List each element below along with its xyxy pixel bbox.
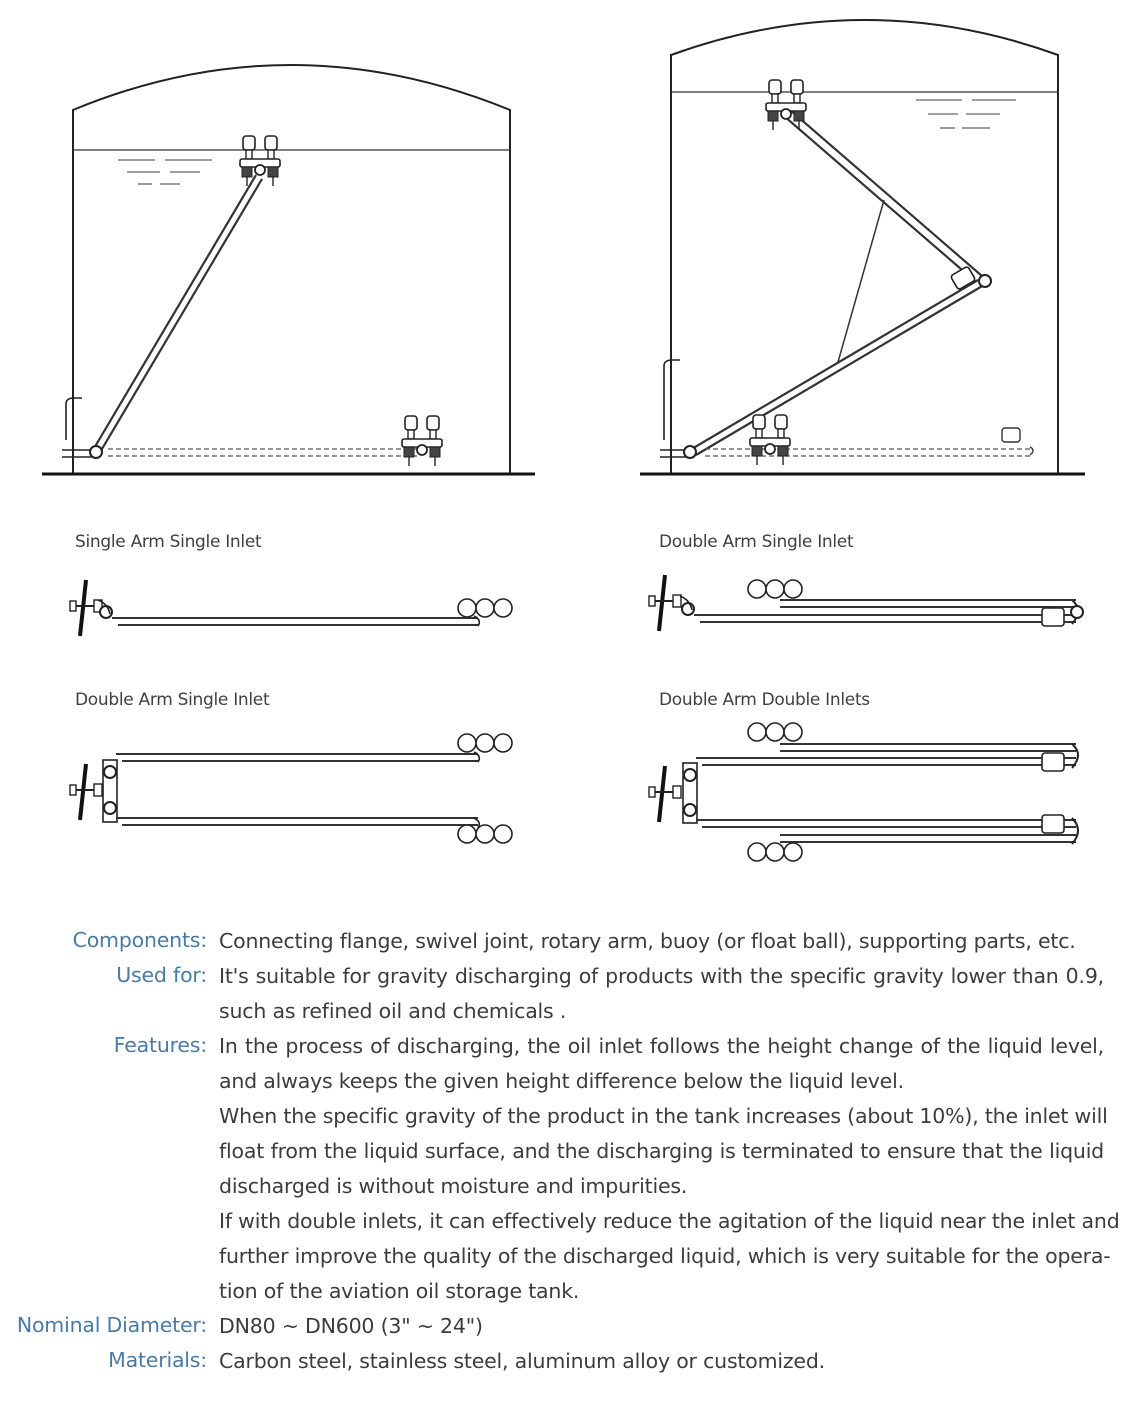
plan-single-arm-single-inlet <box>70 580 512 636</box>
spec-text-line: further improve the quality of the discharged liquid, which is very suitable for the opera- <box>219 1244 1111 1268</box>
spec-text-line: In the process of discharging, the oil inlet follows the height change of the liquid level, <box>219 1034 1104 1058</box>
caption-double-arm-single-inlet-left: Double Arm Single Inlet <box>75 690 270 710</box>
liquid-level-symbol <box>118 160 212 184</box>
plan-double-arm-single-inlet-a <box>649 575 1083 631</box>
spec-text-line: discharged is without moisture and impurities. <box>219 1174 688 1198</box>
spec-text-line: It's suitable for gravity discharging of products with the specific gravity lower than 0.9, <box>219 964 1104 988</box>
tank-single-arm <box>42 65 535 474</box>
spec-text-line: float from the liquid surface, and the discharging is terminated to ensure that the liquid <box>219 1139 1104 1163</box>
spec-text-line: DN80 ~ DN600 (3" ~ 24") <box>219 1314 483 1338</box>
spec-value-used-for <box>219 959 1104 1029</box>
spec-text-line: and always keeps the given height difference below the liquid level. <box>219 1069 904 1093</box>
plan-double-arm-single-inlet-b <box>70 734 512 843</box>
spec-value-components <box>219 924 1104 959</box>
plan-double-arm-double-inlets <box>649 723 1078 861</box>
spec-text-line: tion of the aviation oil storage tank. <box>219 1279 580 1303</box>
caption-single-arm-single-inlet: Single Arm Single Inlet <box>75 532 262 552</box>
spec-label-features: Features: <box>113 1033 207 1057</box>
caption-double-arm-single-inlet-right: Double Arm Single Inlet <box>659 532 854 552</box>
spec-value-nominal-diameter <box>219 1309 1104 1344</box>
spec-label-materials: Materials: <box>108 1348 207 1372</box>
spec-label-used-for: Used for: <box>116 963 207 987</box>
tank-double-arm <box>640 20 1085 474</box>
spec-text-line: such as refined oil and chemicals . <box>219 999 567 1023</box>
spec-text-line: When the specific gravity of the product in the tank increases (about 10%), the inlet will <box>219 1104 1108 1128</box>
liquid-level-symbol <box>916 100 1016 128</box>
spec-value-features <box>219 1029 1120 1309</box>
spec-label-components: Components: <box>72 928 207 952</box>
spec-text-line: If with double inlets, it can effectively reduce the agitation of the liquid near the inlet and <box>219 1209 1120 1233</box>
spec-text-line: Connecting flange, swivel joint, rotary arm, buoy (or float ball), supporting parts, etc. <box>219 929 1076 953</box>
caption-double-arm-double-inlets: Double Arm Double Inlets <box>659 690 870 710</box>
spec-label-nominal-diameter: Nominal Diameter: <box>16 1313 207 1337</box>
spec-value-materials <box>219 1344 1104 1379</box>
spec-text-line: Carbon steel, stainless steel, aluminum alloy or customized. <box>219 1349 825 1373</box>
